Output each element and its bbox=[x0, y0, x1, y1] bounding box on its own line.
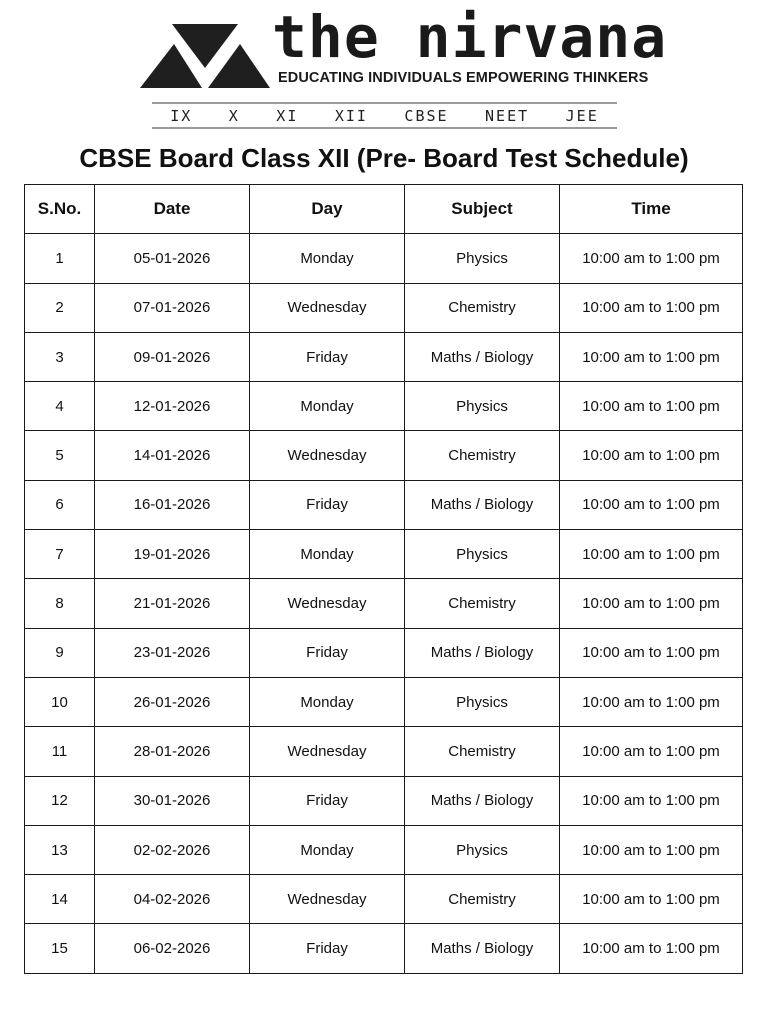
page-title: CBSE Board Class XII (Pre- Board Test Schedule) bbox=[79, 143, 689, 173]
table-row bbox=[25, 480, 743, 529]
table-row bbox=[25, 628, 743, 677]
course-item: CBSE bbox=[404, 106, 449, 125]
course-item: NEET bbox=[485, 106, 530, 125]
cell-day: Wednesday bbox=[250, 431, 405, 480]
cell-date: 09-01-2026 bbox=[95, 332, 250, 381]
table-row bbox=[25, 332, 743, 381]
cell-sno: 12 bbox=[25, 776, 95, 825]
cell-time: 10:00 am to 1:00 pm bbox=[560, 382, 743, 431]
cell-subject: Physics bbox=[405, 234, 560, 283]
cell-subject: Physics bbox=[405, 677, 560, 726]
header bbox=[0, 0, 768, 135]
cell-sno: 8 bbox=[25, 579, 95, 628]
cell-sno: 10 bbox=[25, 677, 95, 726]
table-row bbox=[25, 924, 743, 973]
column-header-day: Day bbox=[250, 185, 405, 234]
cell-sno: 7 bbox=[25, 530, 95, 579]
cell-time: 10:00 am to 1:00 pm bbox=[560, 283, 743, 332]
column-header-time: Time bbox=[560, 185, 743, 234]
table-row bbox=[25, 382, 743, 431]
cell-time: 10:00 am to 1:00 pm bbox=[560, 924, 743, 973]
cell-day: Friday bbox=[250, 776, 405, 825]
cell-day: Friday bbox=[250, 628, 405, 677]
table-header-row bbox=[25, 185, 743, 234]
schedule-table bbox=[24, 184, 743, 974]
cell-date: 21-01-2026 bbox=[95, 579, 250, 628]
column-header-subject: Subject bbox=[405, 185, 560, 234]
cell-day: Friday bbox=[250, 480, 405, 529]
cell-date: 04-02-2026 bbox=[95, 875, 250, 924]
cell-sno: 1 bbox=[25, 234, 95, 283]
cell-day: Monday bbox=[250, 530, 405, 579]
brand-name: the nirvana bbox=[272, 3, 668, 71]
cell-subject: Maths / Biology bbox=[405, 628, 560, 677]
cell-date: 06-02-2026 bbox=[95, 924, 250, 973]
course-item: XI bbox=[276, 106, 299, 125]
cell-subject: Chemistry bbox=[405, 431, 560, 480]
cell-date: 07-01-2026 bbox=[95, 283, 250, 332]
cell-time: 10:00 am to 1:00 pm bbox=[560, 332, 743, 381]
cell-subject: Maths / Biology bbox=[405, 776, 560, 825]
cell-subject: Physics bbox=[405, 530, 560, 579]
cell-day: Monday bbox=[250, 234, 405, 283]
cell-sno: 3 bbox=[25, 332, 95, 381]
cell-date: 14-01-2026 bbox=[95, 431, 250, 480]
cell-date: 16-01-2026 bbox=[95, 480, 250, 529]
course-item: XII bbox=[334, 106, 368, 125]
cell-sno: 5 bbox=[25, 431, 95, 480]
table-row bbox=[25, 530, 743, 579]
cell-day: Friday bbox=[250, 332, 405, 381]
cell-subject: Maths / Biology bbox=[405, 480, 560, 529]
cell-date: 26-01-2026 bbox=[95, 677, 250, 726]
table-row bbox=[25, 727, 743, 776]
cell-subject: Chemistry bbox=[405, 579, 560, 628]
cell-sno: 11 bbox=[25, 727, 95, 776]
table-row bbox=[25, 825, 743, 874]
cell-subject: Maths / Biology bbox=[405, 332, 560, 381]
table-row bbox=[25, 875, 743, 924]
cell-time: 10:00 am to 1:00 pm bbox=[560, 875, 743, 924]
cell-time: 10:00 am to 1:00 pm bbox=[560, 776, 743, 825]
column-header-date: Date bbox=[95, 185, 250, 234]
cell-sno: 6 bbox=[25, 480, 95, 529]
table-row bbox=[25, 677, 743, 726]
cell-day: Monday bbox=[250, 677, 405, 726]
cell-day: Friday bbox=[250, 924, 405, 973]
table-row bbox=[25, 579, 743, 628]
cell-date: 19-01-2026 bbox=[95, 530, 250, 579]
cell-subject: Chemistry bbox=[405, 727, 560, 776]
cell-sno: 2 bbox=[25, 283, 95, 332]
course-item: IX bbox=[170, 106, 193, 125]
cell-date: 12-01-2026 bbox=[95, 382, 250, 431]
course-item: JEE bbox=[565, 106, 599, 125]
column-header-sno: S.No. bbox=[25, 185, 95, 234]
cell-sno: 13 bbox=[25, 825, 95, 874]
cell-day: Wednesday bbox=[250, 283, 405, 332]
course-list bbox=[152, 104, 617, 127]
cell-time: 10:00 am to 1:00 pm bbox=[560, 579, 743, 628]
cell-time: 10:00 am to 1:00 pm bbox=[560, 677, 743, 726]
cell-sno: 15 bbox=[25, 924, 95, 973]
cell-subject: Chemistry bbox=[405, 875, 560, 924]
cell-date: 02-02-2026 bbox=[95, 825, 250, 874]
cell-time: 10:00 am to 1:00 pm bbox=[560, 480, 743, 529]
cell-subject: Maths / Biology bbox=[405, 924, 560, 973]
cell-sno: 14 bbox=[25, 875, 95, 924]
course-item: X bbox=[228, 106, 240, 125]
cell-date: 28-01-2026 bbox=[95, 727, 250, 776]
cell-time: 10:00 am to 1:00 pm bbox=[560, 628, 743, 677]
triangle-logo-icon bbox=[140, 22, 270, 92]
cell-date: 23-01-2026 bbox=[95, 628, 250, 677]
cell-time: 10:00 am to 1:00 pm bbox=[560, 727, 743, 776]
cell-subject: Physics bbox=[405, 825, 560, 874]
cell-date: 05-01-2026 bbox=[95, 234, 250, 283]
cell-time: 10:00 am to 1:00 pm bbox=[560, 530, 743, 579]
cell-subject: Physics bbox=[405, 382, 560, 431]
cell-day: Wednesday bbox=[250, 875, 405, 924]
table-row bbox=[25, 234, 743, 283]
cell-sno: 9 bbox=[25, 628, 95, 677]
cell-day: Monday bbox=[250, 382, 405, 431]
cell-day: Wednesday bbox=[250, 727, 405, 776]
table-row bbox=[25, 431, 743, 480]
cell-subject: Chemistry bbox=[405, 283, 560, 332]
table-row bbox=[25, 283, 743, 332]
schedule-table-body bbox=[25, 234, 743, 973]
cell-time: 10:00 am to 1:00 pm bbox=[560, 431, 743, 480]
divider-bottom bbox=[152, 127, 617, 129]
brand-tagline: EDUCATING INDIVIDUALS EMPOWERING THINKERS bbox=[278, 70, 649, 86]
cell-time: 10:00 am to 1:00 pm bbox=[560, 825, 743, 874]
cell-time: 10:00 am to 1:00 pm bbox=[560, 234, 743, 283]
cell-day: Wednesday bbox=[250, 579, 405, 628]
table-row bbox=[25, 776, 743, 825]
cell-sno: 4 bbox=[25, 382, 95, 431]
cell-day: Monday bbox=[250, 825, 405, 874]
cell-date: 30-01-2026 bbox=[95, 776, 250, 825]
